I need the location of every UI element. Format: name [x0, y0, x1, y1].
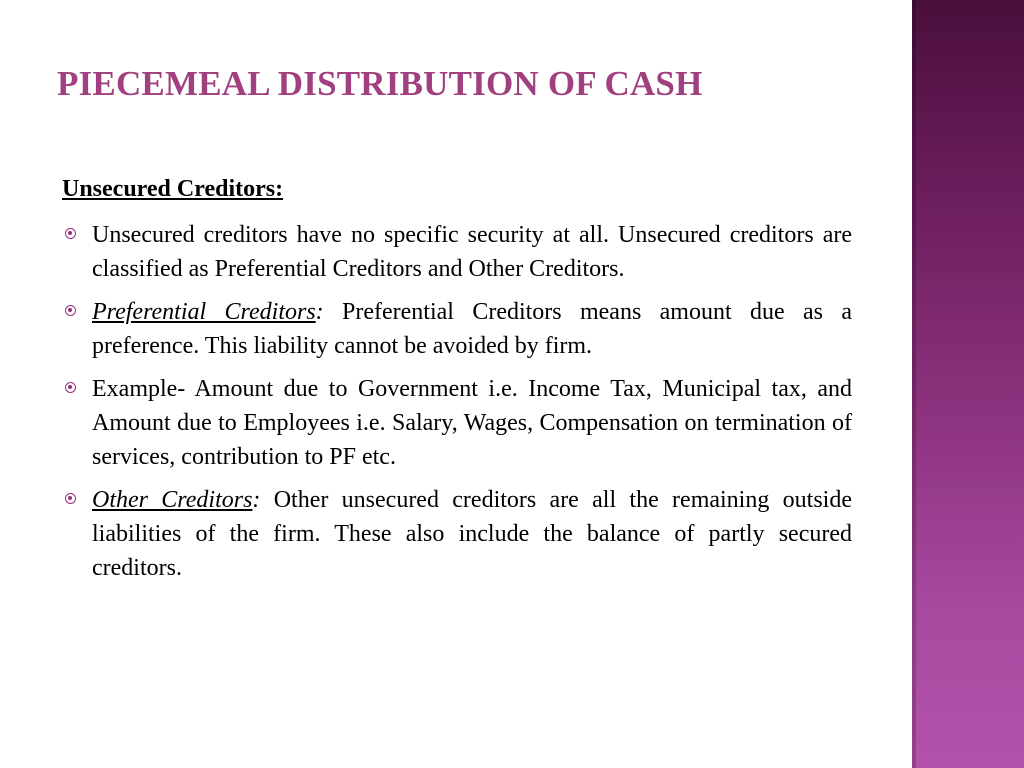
circle-bullet-icon — [65, 305, 76, 316]
bullet-term-colon: : — [315, 299, 324, 325]
bullet-text: Preferential Creditors means amount due as a preference. This liability cannot be avoided by firm. — [92, 299, 853, 359]
bullet-term: Preferential Creditors — [92, 299, 316, 325]
slide-title: PIECEMEAL DISTRIBUTION OF CASH — [57, 64, 703, 103]
bullet-term: Other Creditors — [92, 487, 253, 513]
bullet-item-unsecured-creditors — [62, 218, 852, 286]
circle-bullet-icon — [65, 228, 76, 239]
bullet-item-other-creditors — [62, 483, 852, 585]
bullet-item-preferential-creditors — [62, 295, 852, 363]
circle-bullet-icon — [65, 382, 76, 393]
circle-bullet-icon — [65, 493, 76, 504]
bullet-text: Other unsecured creditors are all the remaining outside liabilities of the firm. These also include the balance of partly secured creditors. — [92, 487, 852, 581]
bullet-text: Example- Amount due to Government i.e. Income Tax, Municipal tax, and Amount due to Employees i.e. Salary, Wages, Compensation on termination of services, contribution to PF etc. — [92, 376, 852, 470]
bullet-text: Unsecured creditors have no specific security at all. Unsecured creditors are classified as Preferential Creditors and Other Creditors. — [92, 222, 852, 282]
decorative-side-band — [912, 0, 1024, 768]
section-heading: Unsecured Creditors: — [62, 176, 284, 202]
bullet-item-example — [62, 372, 852, 474]
bullet-list — [62, 218, 852, 594]
bullet-term-colon: : — [252, 487, 261, 513]
